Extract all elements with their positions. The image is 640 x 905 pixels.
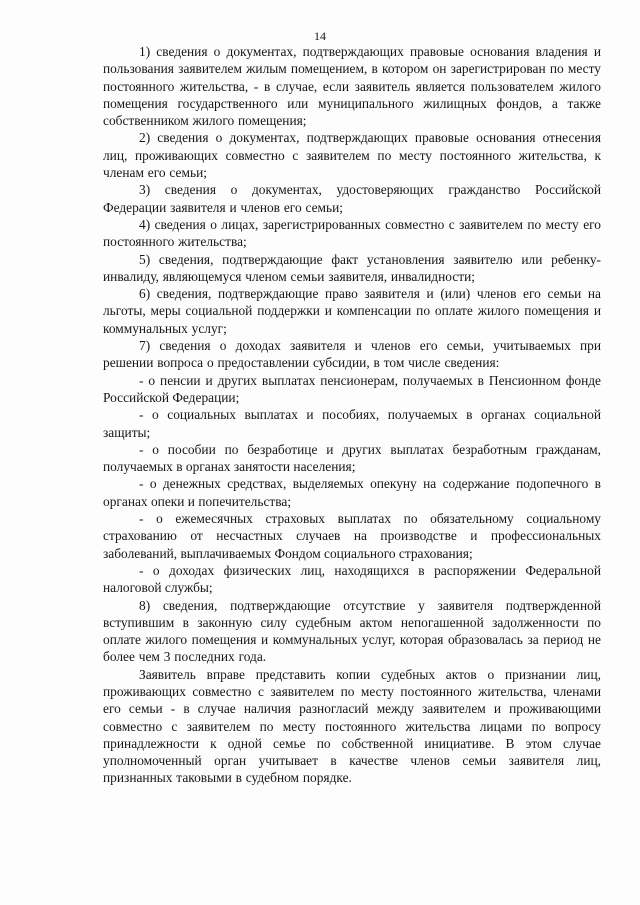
paragraph-item-1: 1) сведения о документах, подтверждающих правовые основания владения и пользования заявителем жилым помещением, в котором он зарегистрирован по месту постоянного жительства, - в случае, если заявитель является пользователем жилого помещения государственного или муниципального жилищных фондов, а также собственником жилого помещения; bbox=[103, 44, 601, 129]
paragraph-subitem-insurance: - о ежемесячных страховых выплатах по обязательному социальному страхованию от несчастных случаев на производстве и профессиональных заболеваний, выплачиваемых Фондом социального страхования; bbox=[103, 511, 601, 561]
paragraph-court-acts: Заявитель вправе представить копии судебных актов о признании лиц, проживающих совместно с заявителем по месту постоянного жительства, членами его семьи - в случае наличия разногласий между заявителем и проживающими совместно с заявителем по месту постоянного жительства лицами по вопросу принадлежности к одной семье по собственной инициативе. В этом случае уполномоченный орган учитывает в качестве членов семьи заявителя лиц, признанных таковыми в судебном порядке. bbox=[103, 666, 601, 786]
paragraph-subitem-social-payments: - о социальных выплатах и пособиях, получаемых в органах социальной защиты; bbox=[103, 407, 601, 440]
paragraph-item-3: 3) сведения о документах, удостоверяющих гражданство Российской Федерации заявителя и членов его семьи; bbox=[103, 182, 601, 215]
paragraph-subitem-unemployment: - о пособии по безработице и других выплатах безработным гражданам, получаемых в органах занятости населения; bbox=[103, 441, 601, 475]
paragraph-item-8: 8) сведения, подтверждающие отсутствие у заявителя подтвержденной вступившим в законную силу судебным актом непогашенной задолженности по оплате жилого помещения и коммунальных услуг, которая образовалась за период не более чем 3 последних года. bbox=[103, 597, 601, 665]
paragraph-item-4: 4) сведения о лицах, зарегистрированных совместно с заявителем по месту его постоянного жительства; bbox=[103, 216, 601, 250]
paragraph-subitem-tax: - о доходах физических лиц, находящихся в распоряжении Федеральной налоговой службы; bbox=[103, 562, 601, 596]
page-number: 14 bbox=[314, 29, 326, 43]
paragraph-item-6: 6) сведения, подтверждающие право заявителя и (или) членов его семьи на льготы, меры социальной поддержки и компенсации по оплате жилого помещения и коммунальных услуг; bbox=[103, 286, 601, 336]
document-body bbox=[103, 43, 601, 787]
paragraph-item-2: 2) сведения о документах, подтверждающих правовые основания отнесения лиц, проживающих совместно с заявителем по месту постоянного жительства, к членам его семьи; bbox=[103, 130, 601, 181]
paragraph-subitem-guardianship: - о денежных средствах, выделяемых опекуну на содержание подопечного в органах опеки и попечительства; bbox=[103, 476, 601, 509]
paragraph-item-7: 7) сведения о доходах заявителя и членов его семьи, учитываемых при решении вопроса о предоставлении субсидии, в том числе сведения: bbox=[103, 338, 601, 371]
paragraph-subitem-pension: - о пенсии и других выплатах пенсионерам, получаемых в Пенсионном фонде Российской Федерации; bbox=[103, 372, 601, 405]
paragraph-item-5: 5) сведения, подтверждающие факт установления заявителю или ребенку-инвалиду, являющемуся членом семьи заявителя, инвалидности; bbox=[103, 251, 601, 284]
